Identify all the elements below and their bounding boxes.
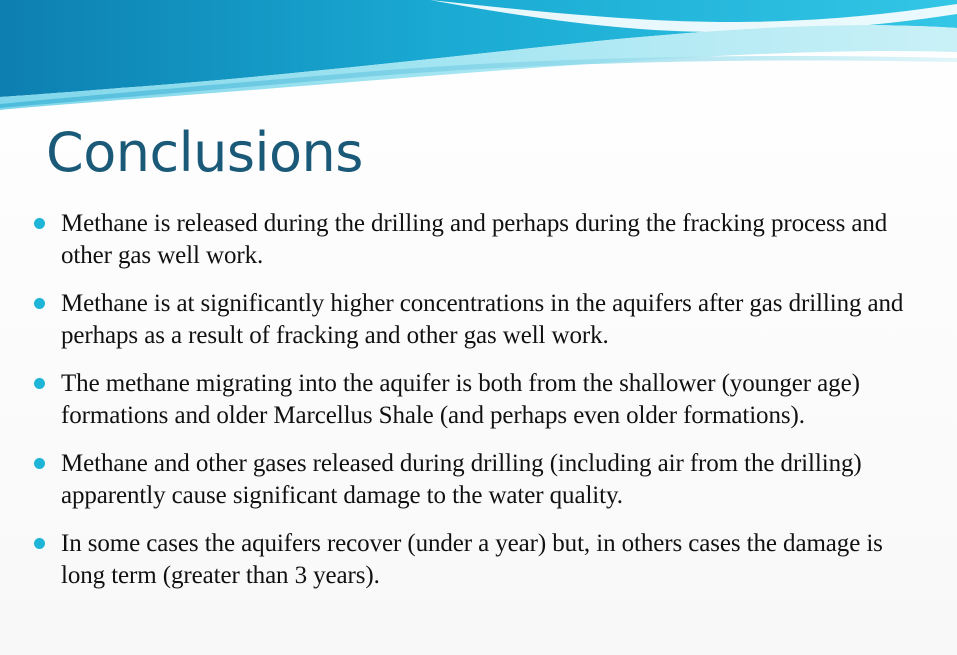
bullet-item	[34, 288, 914, 352]
bullet-text: The methane migrating into the aquifer is both from the shallower (younger age) formations and older Marcellus Shale (and perhaps even older formations).	[61, 370, 860, 429]
bullet-dot-icon	[34, 298, 45, 309]
bullet-text: Methane is at significantly higher concentrations in the aquifers after gas drilling and perhaps as a result of fracking and other gas well work.	[61, 290, 904, 349]
bullet-text: Methane is released during the drilling and perhaps during the fracking process and other gas well work.	[61, 210, 888, 269]
wave-header-decoration	[0, 0, 957, 120]
bullet-dot-icon	[34, 218, 45, 229]
bullet-item	[34, 448, 914, 512]
bullet-item	[34, 368, 914, 432]
bullet-item	[34, 208, 914, 272]
bullet-dot-icon	[34, 458, 45, 469]
bullet-text: In some cases the aquifers recover (under a year) but, in others cases the damage is long term (greater than 3 years).	[61, 530, 883, 589]
bullet-list	[34, 208, 914, 608]
bullet-dot-icon	[34, 378, 45, 389]
bullet-dot-icon	[34, 538, 45, 549]
slide-title: Conclusions	[46, 121, 363, 184]
bullet-text: Methane and other gases released during drilling (including air from the drilling) apparently cause significant damage to the water quality.	[61, 450, 862, 509]
bullet-item	[34, 528, 914, 592]
